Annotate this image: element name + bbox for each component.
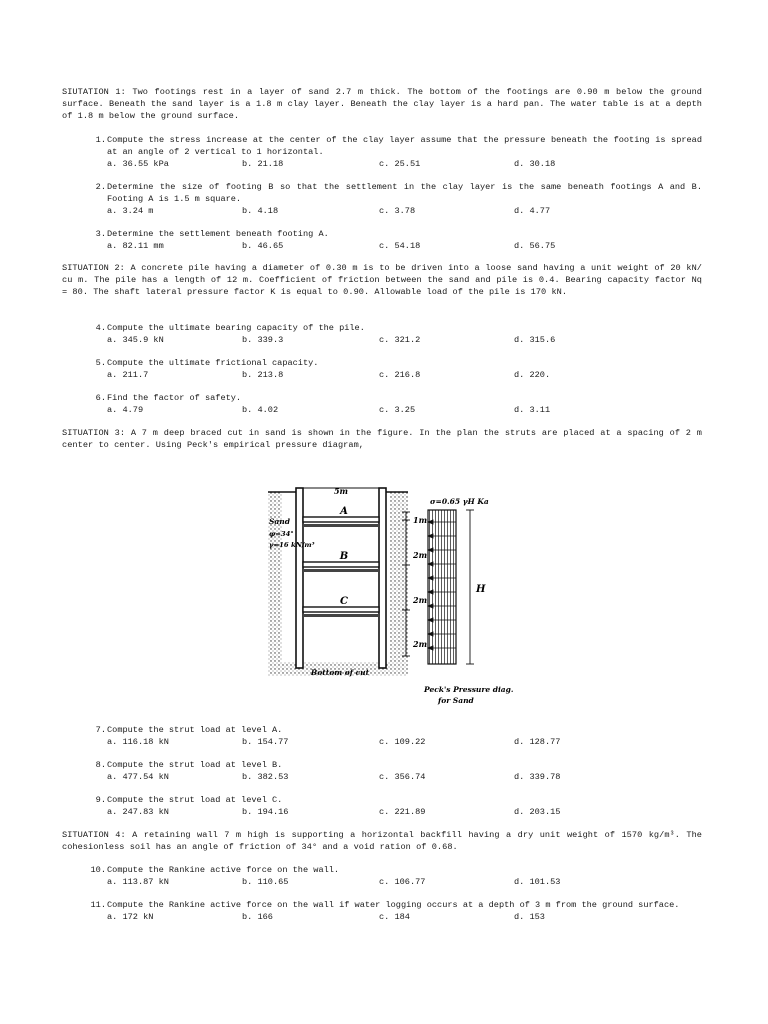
question-1 <box>62 134 702 171</box>
pressure-formula: σ=0.65 γH Ka <box>430 497 489 506</box>
choice-c: c. 216.8 <box>379 370 421 381</box>
question-2 <box>62 181 702 218</box>
question-number: 11. <box>90 900 106 910</box>
choice-c: c. 221.89 <box>379 807 426 818</box>
answer-choices <box>107 806 702 818</box>
question-stem: Determine the size of footing B so that the settlement in the clay layer is the same beneath footings A and B. Footing A is 1.5 m square. <box>107 182 702 205</box>
situation-2-text: SITUATION 2: A concrete pile having a diameter of 0.30 m is to be driven into a loose sand having a unit weight of 20 kN/ cu m. The pile has a length of 12 m. Coefficient of friction between the sand and pile is 0.4. Bearing capacity factor Nq = 80. The shaft lateral pressure factor K is equal to 0.90. Allowable load of the pile is 170 kN. <box>62 263 702 298</box>
question-number: 2. <box>95 182 106 192</box>
question-9 <box>62 794 702 818</box>
question-6 <box>62 392 702 416</box>
strut-c-shadow <box>303 614 379 617</box>
choice-a: a. 4.79 <box>107 405 144 416</box>
choice-a: a. 3.24 m <box>107 206 154 217</box>
strut-a-label: A <box>340 506 348 517</box>
choice-a: a. 113.87 kN <box>107 877 169 888</box>
question-stem: Compute the ultimate bearing capacity of the pile. <box>107 323 365 333</box>
question-number: 4. <box>95 323 106 333</box>
width-label: 5m <box>333 486 349 496</box>
answer-choices <box>107 369 702 381</box>
question-number: 7. <box>95 725 106 735</box>
choice-a: a. 477.54 kN <box>107 772 169 783</box>
choice-c: c. 3.78 <box>379 206 416 217</box>
choice-b: b. 110.65 <box>242 877 289 888</box>
dim-4-label: 2m <box>413 639 428 649</box>
question-11 <box>62 899 702 923</box>
caption-line-1: Peck's Pressure diag. <box>424 685 514 694</box>
choice-d: d. 3.11 <box>514 405 551 416</box>
choice-b: b. 213.8 <box>242 370 284 381</box>
question-stem: Compute the strut load at level B. <box>107 760 283 770</box>
strut-c-label: C <box>340 596 348 607</box>
soil-label-gamma: γ=16 kN/m³ <box>269 541 315 549</box>
choice-c: c. 321.2 <box>379 335 421 346</box>
question-stem: Compute the strut load at level C. <box>107 795 283 805</box>
right-sheet-pile <box>379 488 386 668</box>
answer-choices <box>107 876 702 888</box>
question-5 <box>62 357 702 381</box>
question-3 <box>62 228 702 252</box>
choice-d: d. 153 <box>514 912 545 923</box>
choice-d: d. 30.18 <box>514 159 556 170</box>
question-stem: Compute the ultimate frictional capacity. <box>107 358 319 368</box>
choice-b: b. 339.3 <box>242 335 284 346</box>
strut-c <box>303 607 379 612</box>
dim-2-label: 2m <box>413 550 428 560</box>
choice-d: d. 4.77 <box>514 206 551 217</box>
choice-a: a. 82.11 mm <box>107 241 164 252</box>
choice-d: d. 128.77 <box>514 737 561 748</box>
question-stem: Compute the Rankine active force on the wall if water logging occurs at a depth of 3 m from the ground surface. <box>107 900 680 910</box>
choice-d: d. 315.6 <box>514 335 556 346</box>
choice-a: a. 36.55 kPa <box>107 159 169 170</box>
question-number: 3. <box>95 229 106 239</box>
choice-c: c. 109.22 <box>379 737 426 748</box>
braced-cut-figure <box>266 484 514 710</box>
choice-b: b. 194.16 <box>242 807 289 818</box>
answer-choices <box>107 205 702 217</box>
question-number: 5. <box>95 358 106 368</box>
choice-c: c. 25.51 <box>379 159 421 170</box>
bottom-of-cut-label: Bottom of cut <box>310 668 370 677</box>
question-stem: Compute the strut load at level A. <box>107 725 283 735</box>
question-stem: Compute the Rankine active force on the wall. <box>107 865 340 875</box>
question-number: 8. <box>95 760 106 770</box>
choice-c: c. 184 <box>379 912 410 923</box>
answer-choices <box>107 736 702 748</box>
question-10 <box>62 864 702 888</box>
answer-choices <box>107 158 702 170</box>
choice-b: b. 4.18 <box>242 206 279 217</box>
soil-label-phi: φ=34° <box>269 530 294 538</box>
question-stem: Compute the stress increase at the center of the clay layer assume that the pressure beneath the footing is spread at an angle of 2 vertical to 1 horizontal. <box>107 135 702 158</box>
choice-d: d. 56.75 <box>514 241 556 252</box>
caption-line-2: for Sand <box>438 696 474 705</box>
question-number: 9. <box>95 795 106 805</box>
strut-a <box>303 517 379 522</box>
choice-d: d. 101.53 <box>514 877 561 888</box>
h-label: H <box>476 584 486 595</box>
question-number: 1. <box>95 135 106 145</box>
strut-a-shadow <box>303 524 379 527</box>
choice-a: a. 211.7 <box>107 370 149 381</box>
left-sheet-pile <box>296 488 303 668</box>
choice-c: c. 356.74 <box>379 772 426 783</box>
question-number: 10. <box>90 865 106 875</box>
strut-b <box>303 562 379 567</box>
question-8 <box>62 759 702 783</box>
dim-3-label: 2m <box>413 595 428 605</box>
choice-d: d. 339.78 <box>514 772 561 783</box>
question-4 <box>62 322 702 346</box>
strut-b-label: B <box>339 551 349 562</box>
choice-b: b. 154.77 <box>242 737 289 748</box>
situation-1-text: SIUTATION 1: Two footings rest in a layer of sand 2.7 m thick. The bottom of the footings are 0.90 m below the ground surface. Beneath the sand layer is a 1.8 m clay layer. Beneath the clay layer is a hard pan. The water table is at a depth of 1.8 m below the ground surface. <box>62 87 702 122</box>
choice-a: a. 172 kN <box>107 912 154 923</box>
dim-1-label: 1m <box>413 515 428 525</box>
choice-c: c. 54.18 <box>379 241 421 252</box>
choice-b: b. 21.18 <box>242 159 284 170</box>
choice-d: d. 220. <box>514 370 551 381</box>
answer-choices <box>107 334 702 346</box>
question-number: 6. <box>95 393 106 403</box>
question-7 <box>62 724 702 748</box>
choice-a: a. 247.83 kN <box>107 807 169 818</box>
strut-b-shadow <box>303 569 379 572</box>
choice-d: d. 203.15 <box>514 807 561 818</box>
soil-label-sand: Sand <box>269 517 290 526</box>
choice-a: a. 116.18 kN <box>107 737 169 748</box>
choice-c: c. 106.77 <box>379 877 426 888</box>
answer-choices <box>107 404 702 416</box>
situation-4-text: SITUATION 4: A retaining wall 7 m high is supporting a horizontal backfill having a dry unit weight of 1570 kg/m³. The cohesionless soil has an angle of friction of 34° and a void ration of 0.68. <box>62 830 702 853</box>
answer-choices <box>107 771 702 783</box>
choice-b: b. 382.53 <box>242 772 289 783</box>
choice-b: b. 4.02 <box>242 405 279 416</box>
pressure-diagram <box>428 510 456 664</box>
question-stem: Determine the settlement beneath footing A. <box>107 229 329 239</box>
situation-3-text: SITUATION 3: A 7 m deep braced cut in sand is shown in the figure. In the plan the struts are placed at a spacing of 2 m center to center. Using Peck's empirical pressure diagram, <box>62 428 702 451</box>
choice-b: b. 46.65 <box>242 241 284 252</box>
question-stem: Find the factor of safety. <box>107 393 242 403</box>
answer-choices <box>107 240 702 252</box>
choice-a: a. 345.9 kN <box>107 335 164 346</box>
choice-c: c. 3.25 <box>379 405 416 416</box>
answer-choices <box>107 911 702 923</box>
braced-cut-diagram <box>266 484 514 710</box>
choice-b: b. 166 <box>242 912 273 923</box>
